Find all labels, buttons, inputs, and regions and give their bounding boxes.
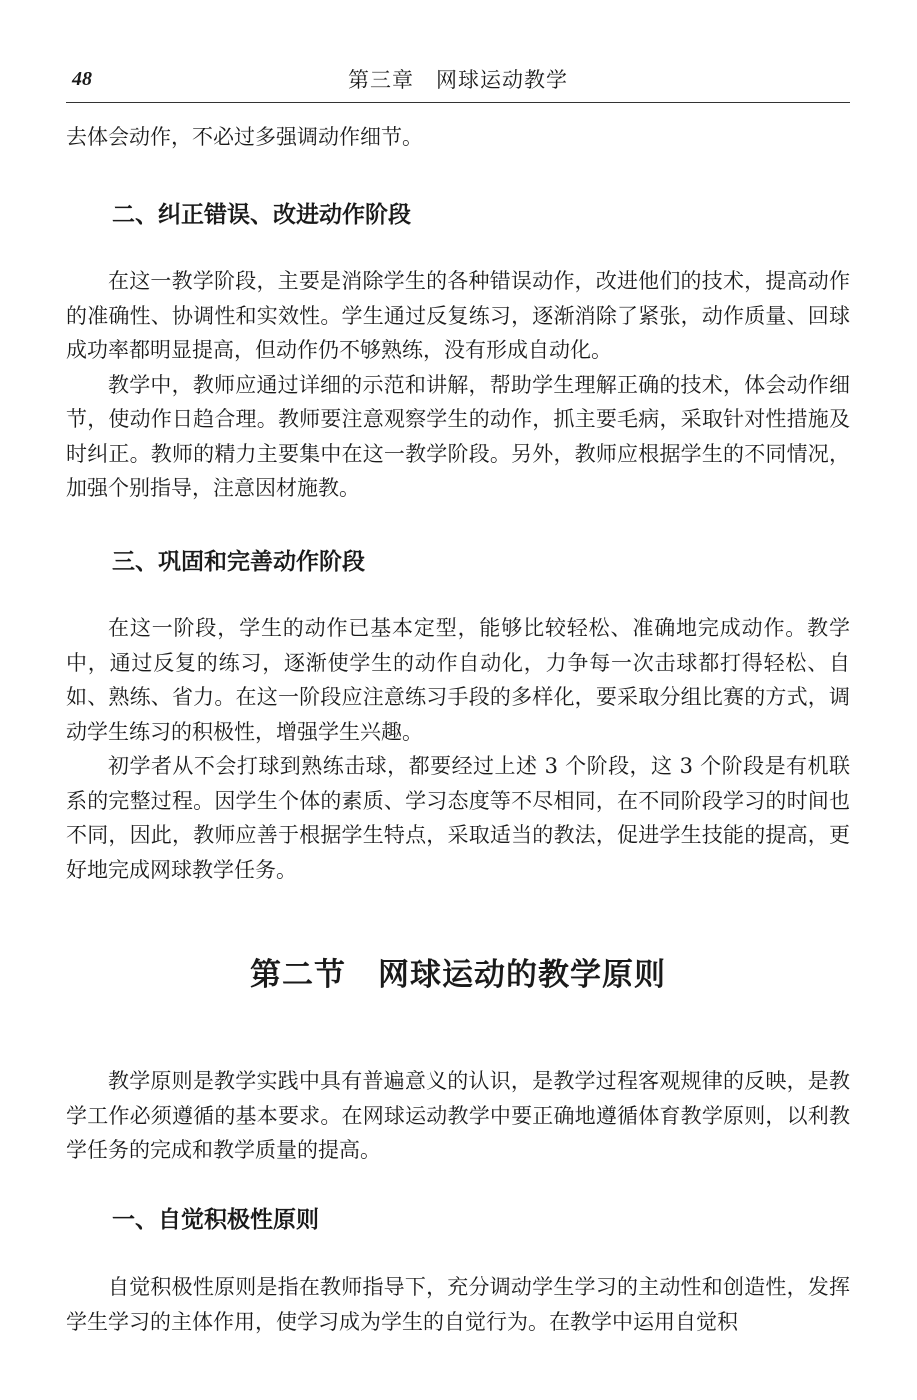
- running-title: 第三章 网球运动教学: [348, 68, 568, 92]
- stage3-paragraph-2: 初学者从不会打球到熟练击球，都要经过上述 3 个阶段，这 3 个阶段是有机联系的完整过程。因学生个体的素质、学习态度等不尽相同，在不同阶段学习的时间也不同，因此，教师应善于根据学生特点，采取适当的教法，促进学生技能的提高，更好地完成网球教学任务。: [66, 754, 850, 882]
- page-number: 48: [72, 68, 92, 90]
- stage3-paragraph-1: 在这一阶段，学生的动作已基本定型，能够比较轻松、准确地完成动作。教学中，通过反复的练习，逐渐使学生的动作自动化，力争每一次击球都打得轻松、自如、熟练、省力。在这一阶段应注意练习手段的多样化，要采取分组比赛的方式，调动学生练习的积极性，增强学生兴趣。: [66, 616, 850, 744]
- continued-paragraph: 去体会动作，不必过多强调动作细节。: [66, 125, 423, 149]
- page-header: [66, 56, 850, 103]
- principles-intro-paragraph: 教学原则是教学实践中具有普遍意义的认识，是教学过程客观规律的反映，是教学工作必须遵循的基本要求。在网球运动教学中要正确地遵循体育教学原则，以利教学任务的完成和教学质量的提高。: [66, 1069, 850, 1162]
- principle1-heading: 一、自觉积极性原则: [112, 1206, 319, 1233]
- principle1-paragraph: 自觉积极性原则是指在教师指导下，充分调动学生学习的主动性和创造性，发挥学生学习的主体作用，使学习成为学生的自觉行为。在教学中运用自觉积: [66, 1275, 850, 1334]
- section-title: 第二节 网球运动的教学原则: [250, 957, 666, 993]
- stage2-paragraph-2: 教学中，教师应通过详细的示范和讲解，帮助学生理解正确的技术，体会动作细节，使动作日趋合理。教师要注意观察学生的动作，抓主要毛病，采取针对性措施及时纠正。教师的精力主要集中在这一教学阶段。另外，教师应根据学生的不同情况，加强个别指导，注意因材施教。: [66, 372, 850, 500]
- stage2-paragraph-1: 在这一教学阶段，主要是消除学生的各种错误动作，改进他们的技术，提高动作的准确性、协调性和实效性。学生通过反复练习，逐渐消除了紧张，动作质量、回球成功率都明显提高，但动作仍不够熟练，没有形成自动化。: [66, 269, 850, 362]
- stage3-heading: 三、巩固和完善动作阶段: [112, 548, 365, 575]
- stage2-body: [66, 264, 850, 506]
- stage3-body: [66, 611, 850, 887]
- stage2-heading: 二、纠正错误、改进动作阶段: [112, 201, 411, 228]
